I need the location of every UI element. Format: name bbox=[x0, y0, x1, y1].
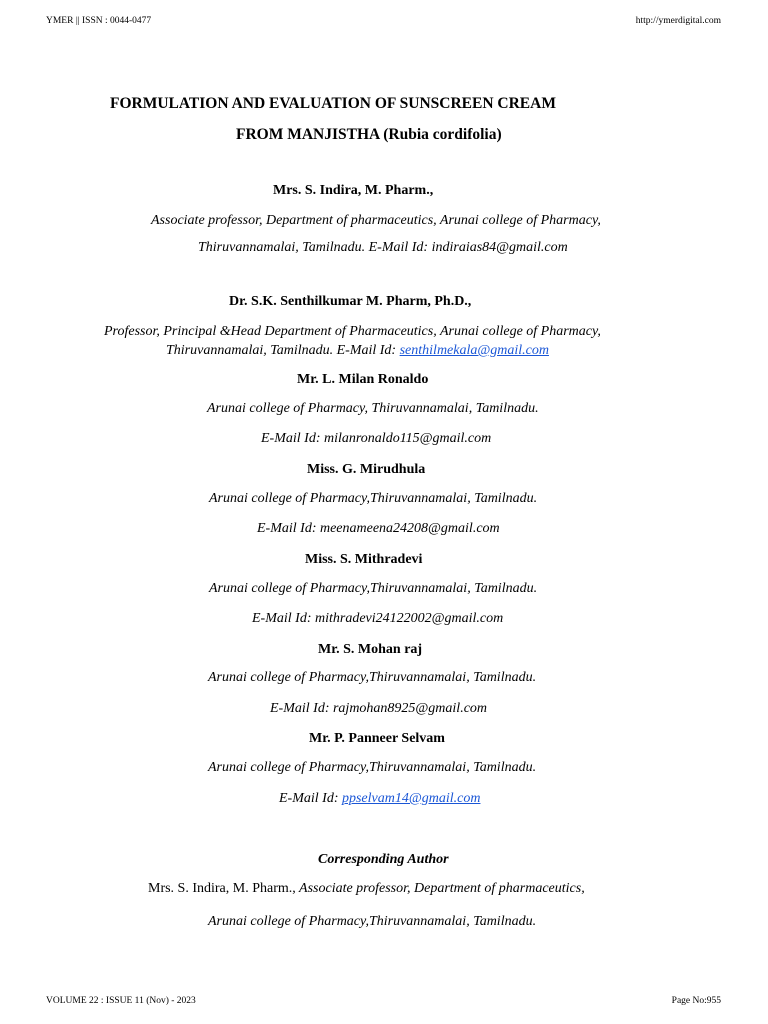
author-1-email: Thiruvannamalai, Tamilnadu. E-Mail Id: indiraias84@gmail.com bbox=[198, 240, 568, 255]
author-1-name: Mrs. S. Indira, M. Pharm., bbox=[273, 183, 434, 198]
author-7-email-line bbox=[279, 789, 480, 809]
author-7-name: Mr. P. Panneer Selvam bbox=[309, 731, 445, 746]
author-2-name: Dr. S.K. Senthilkumar M. Pharm, Ph.D., bbox=[229, 294, 472, 309]
author-4-affiliation: Arunai college of Pharmacy,Thiruvannamalai, Tamilnadu. bbox=[209, 491, 538, 506]
author-3-email: E-Mail Id: milanronaldo115@gmail.com bbox=[261, 431, 492, 446]
author-7-email-link[interactable]: ppselvam14@gmail.com bbox=[341, 791, 481, 806]
issue-info: VOLUME 22 : ISSUE 11 (Nov) - 2023 bbox=[46, 996, 196, 1006]
author-3-name: Mr. L. Milan Ronaldo bbox=[297, 372, 429, 387]
corresponding-name: Mrs. S. Indira, M. Pharm., bbox=[148, 881, 296, 896]
journal-issn: YMER || ISSN : 0044-0477 bbox=[46, 16, 152, 26]
author-4-name: Miss. G. Mirudhula bbox=[307, 462, 426, 477]
journal-url[interactable]: http://ymerdigital.com bbox=[635, 16, 721, 26]
corresponding-role: Associate professor, Department of pharmaceutics, bbox=[295, 881, 585, 896]
author-4-email: E-Mail Id: meenameena24208@gmail.com bbox=[257, 521, 500, 536]
author-5-affiliation: Arunai college of Pharmacy,Thiruvannamalai, Tamilnadu. bbox=[209, 581, 538, 596]
corresponding-line bbox=[148, 879, 585, 899]
corresponding-heading: Corresponding Author bbox=[318, 852, 449, 867]
author-5-name: Miss. S. Mithradevi bbox=[305, 552, 423, 567]
author-6-email: E-Mail Id: rajmohan8925@gmail.com bbox=[270, 701, 488, 716]
author-2-email-line bbox=[166, 341, 549, 361]
author-2-affiliation: Professor, Principal &Head Department of Pharmaceutics, Arunai college of Pharmacy, bbox=[104, 324, 601, 339]
author-1-affiliation: Associate professor, Department of pharmaceutics, Arunai college of Pharmacy, bbox=[151, 213, 601, 228]
author-7-affiliation: Arunai college of Pharmacy,Thiruvannamalai, Tamilnadu. bbox=[208, 760, 537, 775]
corresponding-affiliation: Arunai college of Pharmacy,Thiruvannamalai, Tamilnadu. bbox=[208, 914, 537, 929]
author-2-email-prefix: Thiruvannamalai, Tamilnadu. E-Mail Id: bbox=[166, 343, 400, 358]
page-number: Page No:955 bbox=[671, 996, 721, 1006]
title-line-2: FROM MANJISTHA (Rubia cordifolia) bbox=[236, 126, 502, 143]
author-5-email: E-Mail Id: mithradevi24122002@gmail.com bbox=[252, 611, 504, 626]
author-3-affiliation: Arunai college of Pharmacy, Thiruvannamalai, Tamilnadu. bbox=[207, 401, 539, 416]
title-line-1: FORMULATION AND EVALUATION OF SUNSCREEN CREAM bbox=[110, 95, 556, 112]
author-7-email-prefix: E-Mail Id: bbox=[279, 791, 342, 806]
author-6-affiliation: Arunai college of Pharmacy,Thiruvannamalai, Tamilnadu. bbox=[208, 670, 537, 685]
author-6-name: Mr. S. Mohan raj bbox=[318, 642, 423, 657]
author-2-email-link[interactable]: senthilmekala@gmail.com bbox=[399, 343, 549, 358]
